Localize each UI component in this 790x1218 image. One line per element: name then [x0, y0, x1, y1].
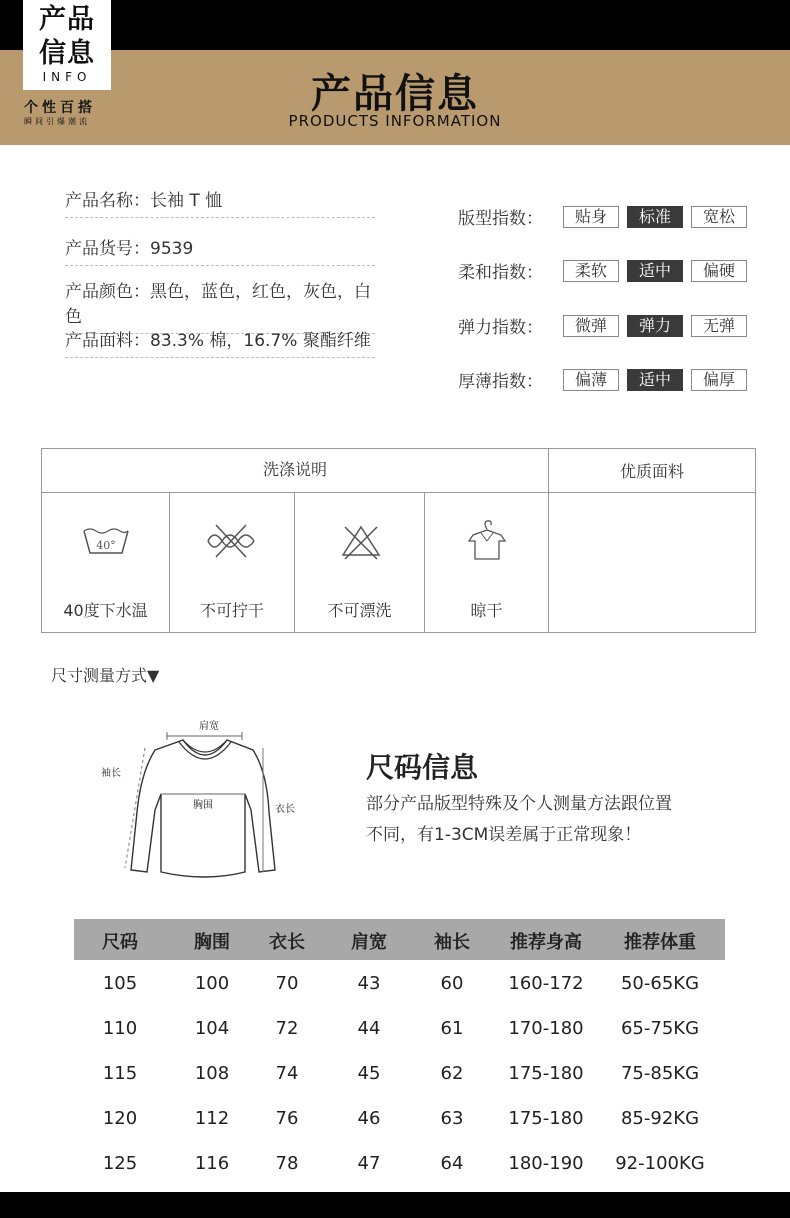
size-table-cell: 72	[275, 1018, 299, 1039]
index-softness	[458, 258, 755, 283]
shoulder-label: 肩宽	[199, 721, 219, 732]
index-option: 偏硬	[691, 260, 747, 282]
wash-item-wring	[170, 493, 295, 632]
size-table-heading: 衣长	[269, 932, 305, 953]
size-table-cell: 170-180	[508, 1018, 584, 1039]
size-table-heading: 推荐体重	[624, 932, 696, 953]
slogan: 个性百搭	[24, 100, 96, 116]
product-colors: 产品颜色：黑色，蓝色，红色，灰色，白色	[65, 277, 375, 334]
size-table-cell: 125	[102, 1153, 138, 1174]
index-option: 柔软	[563, 260, 619, 282]
fabric-header: 优质面料	[549, 449, 755, 493]
size-table-heading: 推荐身高	[510, 932, 582, 953]
product-code: 产品货号：9539	[65, 234, 375, 266]
hang-dry-icon	[465, 519, 509, 563]
size-table-cell: 175-180	[508, 1063, 584, 1084]
sleeve-label: 袖长	[101, 768, 121, 779]
index-option-selected: 弹力	[627, 315, 683, 337]
size-table-heading: 尺码	[102, 932, 138, 953]
size-table-cell: 104	[194, 1018, 230, 1039]
wash-item-temp	[42, 493, 170, 632]
size-table-cell: 60	[440, 973, 464, 994]
index-option: 微弹	[563, 315, 619, 337]
index-label: 版型指数：	[458, 209, 543, 229]
index-fit	[458, 204, 755, 229]
wash-label: 晾干	[470, 601, 503, 620]
size-table-cell: 110	[102, 1018, 138, 1039]
size-table-cell: 47	[357, 1153, 381, 1174]
size-table-cell: 100	[194, 973, 230, 994]
product-name: 产品名称：长袖 T 恤	[65, 186, 375, 218]
svg-text:40°: 40°	[96, 539, 116, 552]
index-option: 偏薄	[563, 369, 619, 391]
size-table-cell: 44	[357, 1018, 381, 1039]
size-table-cell: 45	[357, 1063, 381, 1084]
wash-item-dry	[425, 493, 549, 632]
size-table-cell: 112	[194, 1108, 230, 1129]
logo-line1: 产品	[39, 4, 95, 35]
wash-label: 不可拧干	[199, 601, 264, 620]
size-table-cell: 175-180	[508, 1108, 584, 1129]
index-label: 柔和指数：	[458, 263, 543, 283]
index-option: 贴身	[563, 206, 619, 228]
index-option: 宽松	[691, 206, 747, 228]
size-table-cell: 64	[440, 1153, 464, 1174]
index-option: 偏厚	[691, 369, 747, 391]
size-table-cell: 61	[440, 1018, 464, 1039]
top-bar	[0, 0, 790, 50]
size-table-cell: 180-190	[508, 1153, 584, 1174]
shirt-diagram	[95, 712, 305, 887]
slogan-sub: 瞬间引爆潮流	[24, 117, 90, 126]
chest-label: 胸围	[193, 800, 213, 811]
size-table-cell: 160-172	[508, 973, 584, 994]
size-table-cell: 75-85KG	[620, 1063, 700, 1084]
size-table-cell: 115	[102, 1063, 138, 1084]
length-label: 衣长	[275, 804, 295, 815]
size-table-cell: 70	[275, 973, 299, 994]
bottom-bar	[0, 1192, 790, 1218]
wash-header: 洗涤说明	[42, 449, 549, 493]
size-table-cell: 43	[357, 973, 381, 994]
index-thickness	[458, 367, 755, 392]
index-option-selected: 适中	[627, 260, 683, 282]
wash-item-bleach	[295, 493, 425, 632]
size-table-heading: 胸围	[194, 932, 230, 953]
size-table-cell: 46	[357, 1108, 381, 1129]
size-table-cell: 92-100KG	[615, 1153, 705, 1174]
wash-label: 40度下水温	[63, 601, 148, 620]
logo-en: INFO	[42, 70, 92, 84]
size-table-cell: 50-65KG	[620, 973, 700, 994]
size-info-desc1: 部分产品版型特殊及个人测量方法跟位置	[366, 794, 672, 814]
size-table-cell: 108	[194, 1063, 230, 1084]
page-title: 产品信息	[311, 71, 479, 117]
index-label: 厚薄指数：	[458, 372, 543, 392]
index-elasticity	[458, 313, 755, 338]
size-table-cell: 105	[102, 973, 138, 994]
index-option-selected: 适中	[627, 369, 683, 391]
size-table-cell: 63	[440, 1108, 464, 1129]
size-table-cell: 65-75KG	[620, 1018, 700, 1039]
wash-40-icon	[82, 523, 130, 559]
size-table-cell: 116	[194, 1153, 230, 1174]
index-option: 无弹	[691, 315, 747, 337]
measure-title: 尺寸测量方式▼	[51, 666, 160, 685]
product-fabric: 产品面料：83.3% 棉，16.7% 聚酯纤维	[65, 326, 375, 358]
size-table-cell: 62	[440, 1063, 464, 1084]
size-table-cell: 76	[275, 1108, 299, 1129]
size-table-cell: 120	[102, 1108, 138, 1129]
size-table-cell: 78	[275, 1153, 299, 1174]
size-table-heading: 肩宽	[351, 932, 387, 953]
size-table-cell: 74	[275, 1063, 299, 1084]
wash-table	[41, 448, 756, 633]
page-subtitle: PRODUCTS INFORMATION	[288, 112, 502, 130]
wash-label: 不可漂洗	[327, 601, 392, 620]
index-label: 弹力指数：	[458, 318, 543, 338]
size-table-cell: 85-92KG	[620, 1108, 700, 1129]
logo-line2: 信息	[39, 38, 95, 69]
size-info-title: 尺码信息	[366, 751, 479, 784]
no-bleach-icon	[339, 523, 383, 561]
no-wring-icon	[204, 523, 258, 559]
index-option-selected: 标准	[627, 206, 683, 228]
size-table-heading: 袖长	[434, 932, 470, 953]
size-info-desc2: 不同，有1-3CM误差属于正常现象！	[366, 825, 642, 845]
